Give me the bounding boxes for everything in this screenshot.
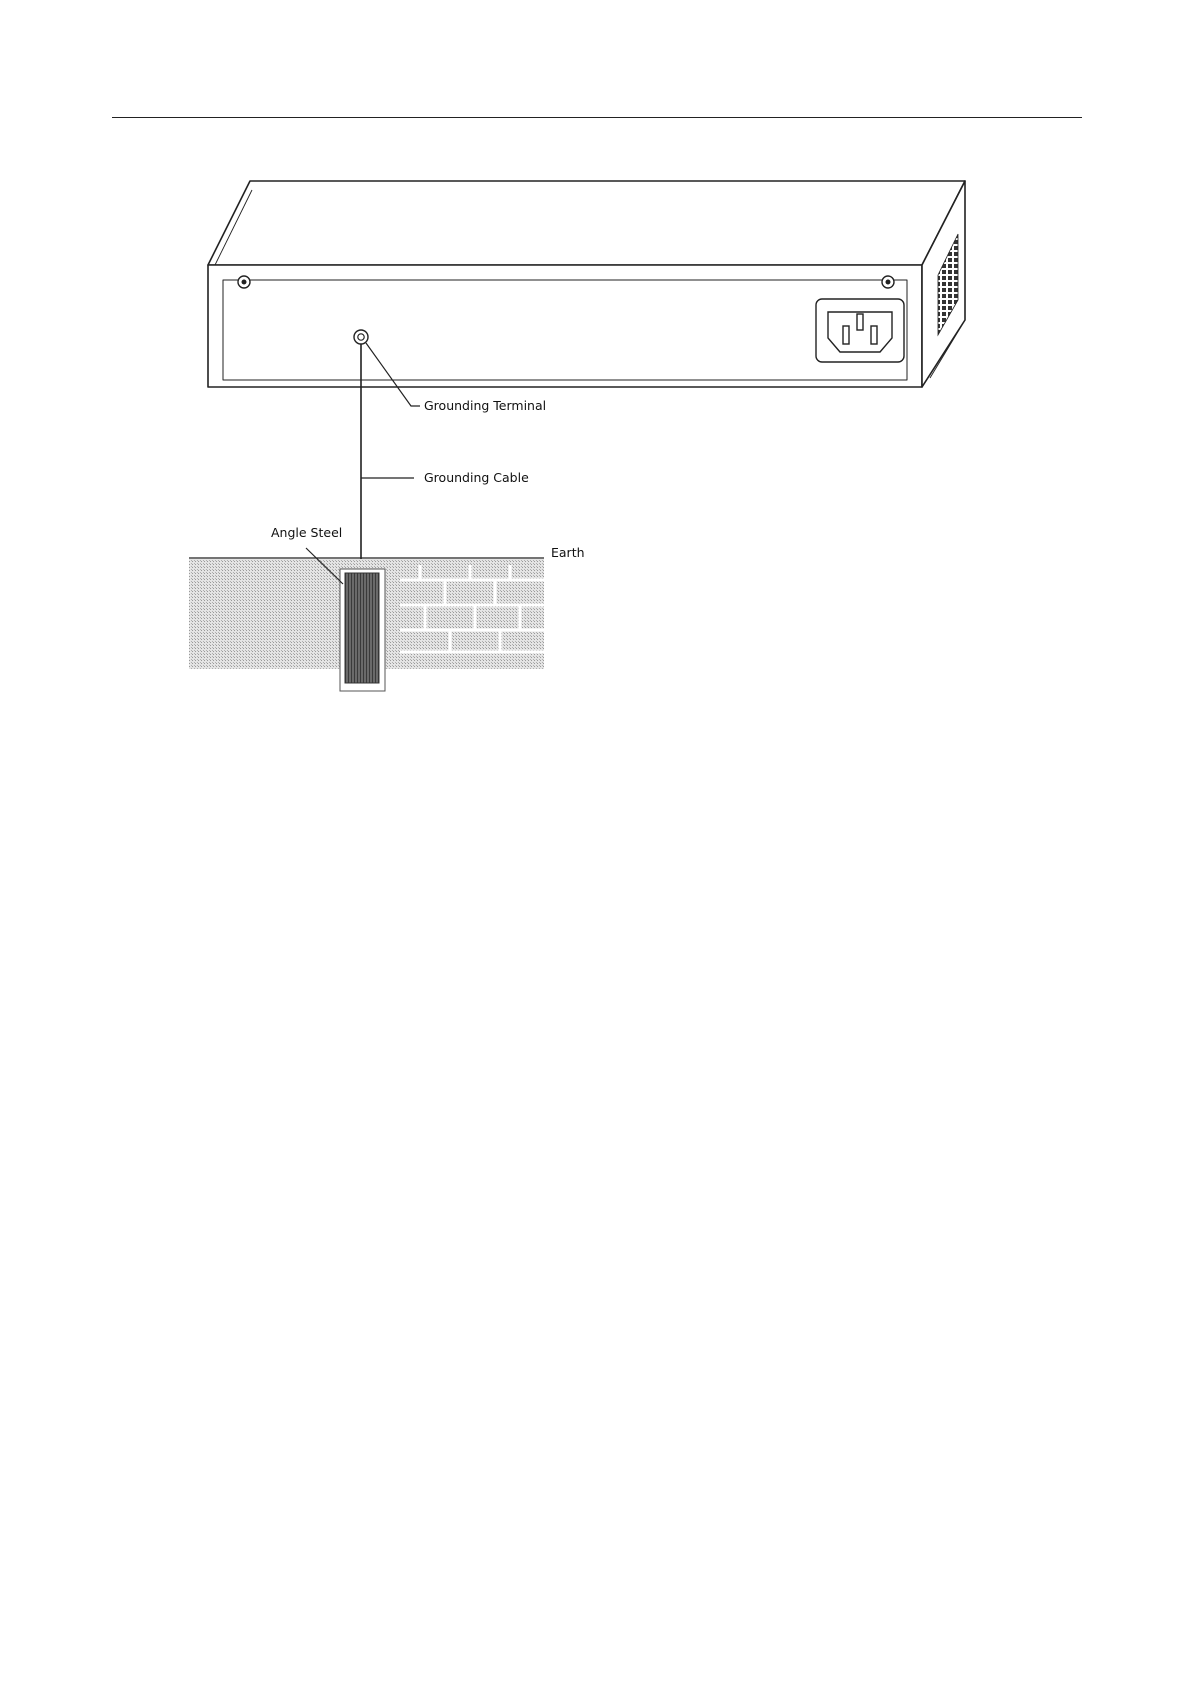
label-earth: Earth: [551, 545, 585, 560]
label-grounding-cable: Grounding Cable: [424, 470, 529, 485]
power-inlet: [816, 299, 904, 362]
label-grounding-terminal: Grounding Terminal: [424, 398, 547, 413]
angle-steel: [345, 573, 379, 683]
grounding-terminal: [354, 330, 368, 344]
mounting-screw-left: [238, 276, 250, 288]
label-angle-steel: Angle Steel: [271, 525, 343, 540]
mounting-screw-right: [882, 276, 894, 288]
